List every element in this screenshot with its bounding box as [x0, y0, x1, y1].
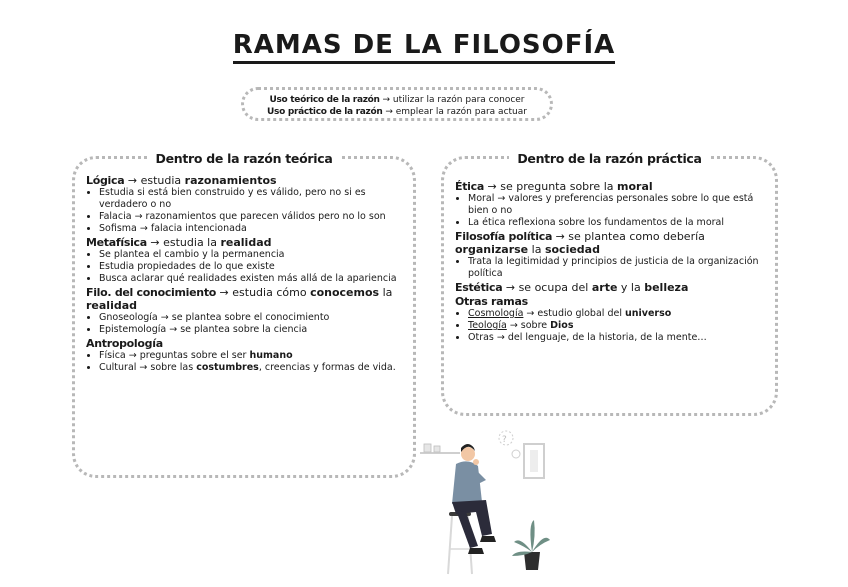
list-item: • Sofisma → falacia intencionada	[99, 223, 405, 235]
otras-title: Otras ramas	[455, 295, 528, 308]
list-item: • Estudia propiedades de lo que existe	[99, 261, 405, 273]
politica-list	[455, 256, 767, 280]
uso-teorico-line: Uso teórico de la razón → utilizar la razón para conocer	[269, 95, 525, 105]
list-item: • Otras → del lenguaje, de la historia, de la mente…	[468, 332, 767, 344]
logica-title: Lógica → estudia razonamientos	[86, 174, 277, 187]
list-item: • Estudia si está bien construido y es válido, pero no si es verdadero o no	[99, 187, 405, 211]
razon-practica-panel	[441, 151, 778, 416]
list-item: • Moral → valores y preferencias personales sobre lo que está bien o no	[468, 193, 767, 217]
list-item: • Gnoseología → se plantea sobre el conocimiento	[99, 312, 405, 324]
list-item: • Trata la legitimidad y principios de justicia de la organización política	[468, 256, 767, 280]
razon-practica-heading: Dentro de la razón práctica	[509, 151, 709, 166]
conocimiento-title: Filo. del conocimiento → estudia cómo conocemos la realidad	[86, 286, 393, 312]
uso-practico-line: Uso práctico de la razón → emplear la razón para actuar	[267, 107, 527, 117]
antropologia-title: Antropología	[86, 337, 163, 350]
razon-teorica-panel	[72, 151, 416, 478]
list-item: • Se plantea el cambio y la permanencia	[99, 249, 405, 261]
list-item: • Falacia → razonamientos que parecen válidos pero no lo son	[99, 211, 405, 223]
antropologia-list	[86, 350, 405, 374]
teologia-term: Teología	[468, 320, 507, 331]
estetica-title: Estética → se ocupa del arte y la belleza	[455, 281, 689, 294]
list-item: • Cosmología → estudio global del universo	[468, 308, 767, 320]
etica-title: Ética → se pregunta sobre la moral	[455, 180, 653, 193]
metafisica-title: Metafísica → estudia la realidad	[86, 236, 272, 249]
list-item: • La ética reflexiona sobre los fundamentos de la moral	[468, 217, 767, 229]
uso-razon-box	[241, 87, 553, 121]
cosmologia-term: Cosmología	[468, 308, 524, 319]
list-item: • Física → preguntas sobre el ser humano	[99, 350, 405, 362]
page-title: RAMAS DE LA FILOSOFÍA	[0, 30, 848, 60]
conocimiento-list	[86, 312, 405, 336]
metafisica-list	[86, 249, 405, 285]
razon-teorica-heading: Dentro de la razón teórica	[148, 151, 341, 166]
svg-text:?: ?	[502, 435, 507, 445]
list-item: • Busca aclarar qué realidades existen más allá de la apariencia	[99, 273, 405, 285]
list-item: • Epistemología → se plantea sobre la ciencia	[99, 324, 405, 336]
politica-title: Filosofía política → se plantea como debería organizarse la sociedad	[455, 230, 705, 256]
etica-list	[455, 193, 767, 229]
list-item: • Teología → sobre Dios	[468, 320, 767, 332]
thinking-person-illustration	[416, 424, 566, 584]
otras-list	[455, 308, 767, 344]
logica-list	[86, 187, 405, 235]
list-item: • Cultural → sobre las costumbres, creencias y formas de vida.	[99, 362, 405, 374]
